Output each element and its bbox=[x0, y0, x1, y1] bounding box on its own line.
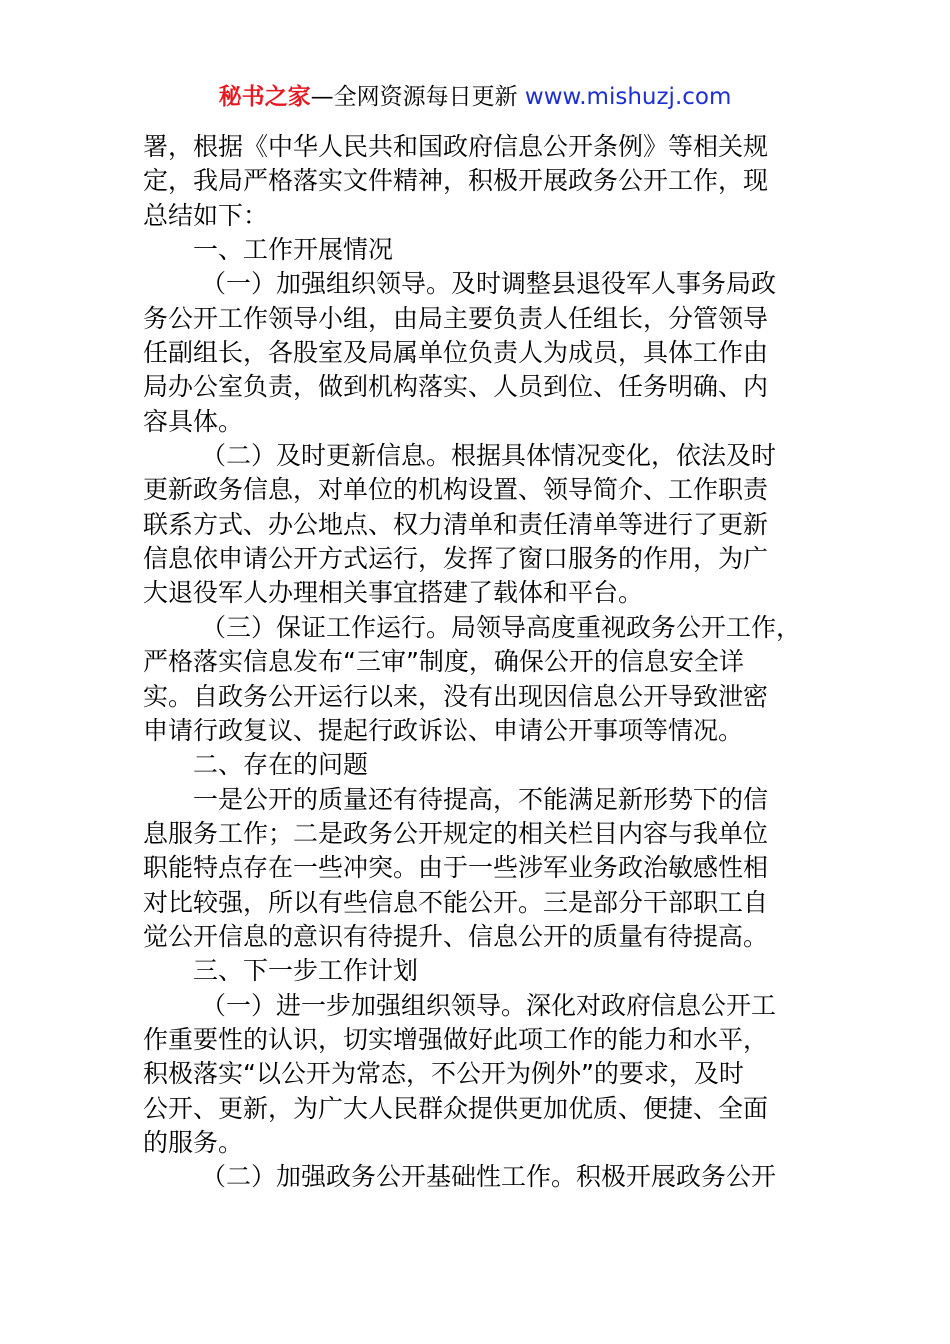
text-line: 大退役军人办理相关事宜搭建了载体和平台。 bbox=[143, 578, 644, 608]
brand-name: 秘书之家 bbox=[218, 84, 311, 110]
text-line: 务公开工作领导小组，由局主要负责人任组长，分管领导 bbox=[143, 303, 769, 333]
text-line: 积极落实“以公开为常态，不公开为例外”的要求，及时 bbox=[143, 1059, 744, 1089]
paragraph-start: （三）保证工作运行。局领导高度重视政务公开工作， bbox=[201, 612, 802, 642]
section-heading: 三、下一步工作计划 bbox=[193, 956, 419, 986]
text-line: 容具体。 bbox=[143, 406, 244, 436]
text-line: 任副组长，各股室及局属单位负责人为成员，具体工作由 bbox=[143, 338, 769, 368]
text-line: 定，我局严格落实文件精神，积极开展政务公开工作，现 bbox=[143, 166, 769, 196]
text-line: 作重要性的认识，切实增强做好此项工作的能力和水平， bbox=[143, 1024, 769, 1054]
text-line: 署，根据《中华人民共和国政府信息公开条例》等相关规 bbox=[143, 132, 769, 161]
paragraph-start: （二）加强政务公开基础性工作。积极开展政务公开 bbox=[201, 1162, 777, 1192]
section-heading: 二、存在的问题 bbox=[193, 750, 369, 780]
text-line: 联系方式、办公地点、权力清单和责任清单等进行了更新 bbox=[143, 509, 769, 539]
text-line: 信息依申请公开方式运行，发挥了窗口服务的作用，为广 bbox=[143, 544, 769, 574]
text-line: 觉公开信息的意识有待提升、信息公开的质量有待提高。 bbox=[143, 921, 769, 951]
paragraph-start: （一）进一步加强组织领导。深化对政府信息公开工 bbox=[201, 990, 777, 1020]
paragraph-start: （二）及时更新信息。根据具体情况变化，依法及时 bbox=[201, 441, 777, 471]
text-line: 公开、更新，为广大人民群众提供更加优质、便捷、全面 bbox=[143, 1093, 769, 1123]
text-line: 对比较强，所以有些信息不能公开。三是部分干部职工自 bbox=[143, 887, 769, 917]
text-line: 局办公室负责，做到机构落实、人员到位、任务明确、内 bbox=[143, 372, 769, 402]
site-url-link[interactable]: www.mishuzj.com bbox=[524, 84, 732, 110]
header-tagline: —全网资源每日更新 bbox=[310, 84, 525, 110]
text-line: 息服务工作；二是政务公开规定的相关栏目内容与我单位 bbox=[143, 818, 769, 848]
text-line: 职能特点存在一些冲突。由于一些涉军业务政治敏感性相 bbox=[143, 853, 769, 883]
site-header bbox=[0, 82, 950, 112]
paragraph-start: （一）加强组织领导。及时调整县退役军人事务局政 bbox=[201, 269, 777, 299]
text-line: 的服务。 bbox=[143, 1127, 244, 1157]
text-line: 更新政务信息，对单位的机构设置、领导简介、工作职责 bbox=[143, 475, 769, 505]
paragraph-start: 一是公开的质量还有待提高，不能满足新形势下的信 bbox=[193, 784, 769, 814]
text-line: 实。自政务公开运行以来，没有出现因信息公开导致泄密 bbox=[143, 681, 769, 711]
text-line: 总结如下： bbox=[143, 200, 269, 230]
text-line: 严格落实信息发布“三审”制度，确保公开的信息安全详 bbox=[143, 647, 744, 677]
text-line: 申请行政复议、提起行政诉讼、申请公开事项等情况。 bbox=[143, 715, 744, 745]
document-body bbox=[143, 130, 813, 1195]
section-heading: 一、工作开展情况 bbox=[193, 235, 394, 265]
